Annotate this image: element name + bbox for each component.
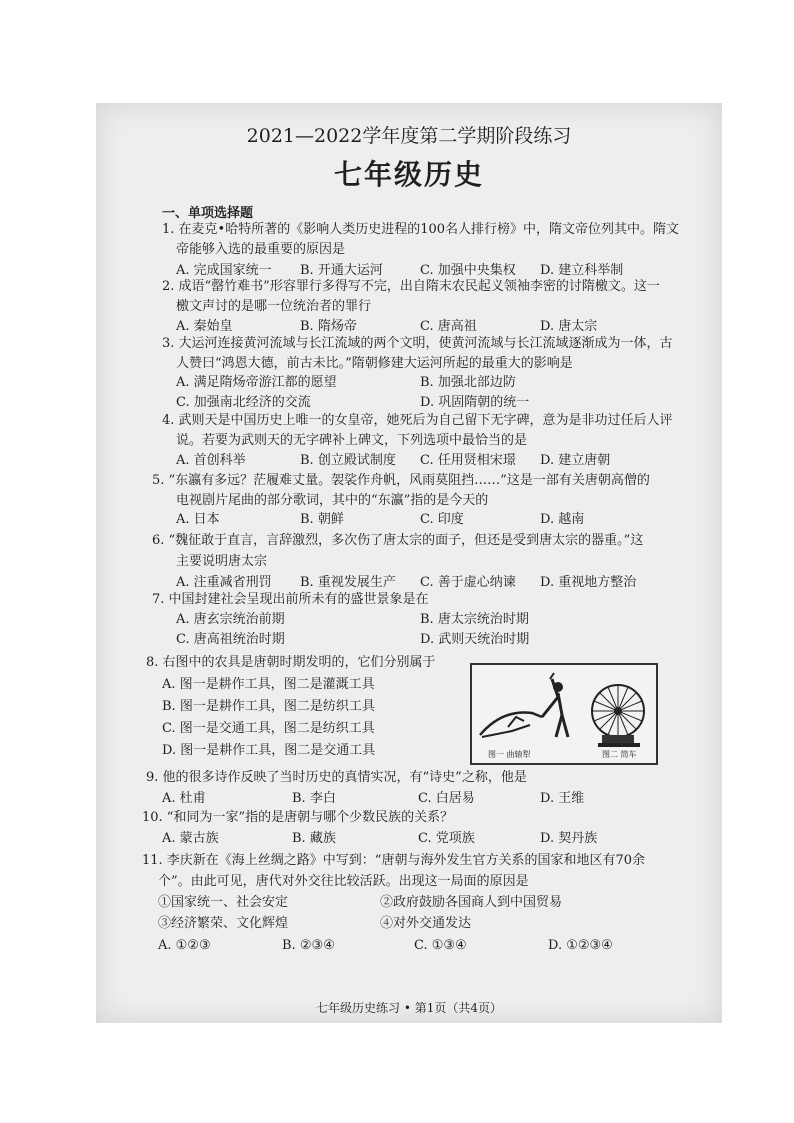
q9-option-a: A. 杜甫 bbox=[162, 791, 206, 806]
figure-2-caption: 图二 筒车 bbox=[602, 750, 637, 759]
question-7-line-1: 7. 中国封建社会呈现出前所未有的盛世景象是在 bbox=[152, 592, 429, 607]
q5-option-d: D. 越南 bbox=[540, 512, 585, 527]
q4-option-d: D. 建立唐朝 bbox=[540, 453, 611, 468]
question-11-line-2: 个”。由此可见，唐代对外交往比较活跃。出现这一局面的原因是 bbox=[158, 874, 529, 889]
q9-option-b: B. 李白 bbox=[292, 791, 336, 806]
q8-option-b: B. 图一是耕作工具，图二是纺织工具 bbox=[162, 699, 375, 714]
q5-option-c: C. 印度 bbox=[420, 512, 464, 527]
q6-option-a: A. 注重减省刑罚 bbox=[176, 575, 272, 590]
q3-option-a: A. 满足隋炀帝游江都的愿望 bbox=[176, 375, 337, 390]
question-2-line-1: 2. 成语“罄竹难书”形容罪行多得写不完，出自隋末农民起义领袖李密的讨隋檄文。这一 bbox=[162, 279, 660, 294]
q3-option-c: C. 加强南北经济的交流 bbox=[176, 395, 311, 410]
q11-option-c: C. ①③④ bbox=[414, 938, 467, 953]
q6-option-c: C. 善于虚心纳谏 bbox=[420, 575, 516, 590]
q2-option-c: C. 唐高祖 bbox=[420, 319, 477, 334]
q9-option-d: D. 王维 bbox=[540, 791, 585, 806]
q11-statement-1: ①国家统一、社会安定 bbox=[158, 895, 289, 910]
question-1-line-2: 帝能够入选的最重要的原因是 bbox=[176, 242, 346, 257]
q11-statement-2: ②政府鼓励各国商人到中国贸易 bbox=[380, 895, 563, 910]
question-4-line-1: 4. 武则天是中国历史上唯一的女皇帝，她死后为自己留下无字碑，意为是非功过任后人评 bbox=[162, 413, 673, 428]
question-5-line-2: 电视剧片尾曲的部分歌词，其中的“东瀛”指的是今天的 bbox=[176, 493, 489, 508]
q10-option-a: A. 蒙古族 bbox=[162, 831, 219, 846]
exam-term-header: 2021—2022学年度第二学期阶段练习 bbox=[246, 125, 572, 147]
section-title: 一、单项选择题 bbox=[162, 206, 254, 221]
question-1-line-1: 1. 在麦克•哈特所著的《影响人类历史进程的100名人排行榜》中，隋文帝位列其中。隋文 bbox=[162, 222, 680, 237]
question-5-line-1: 5. “东瀛有多远？茫履难丈量。袈裟作舟帆，风雨莫阻挡……”这是一部有关唐朝高僧的 bbox=[152, 473, 650, 488]
q5-option-b: B. 朝鲜 bbox=[300, 512, 344, 527]
q7-option-d: D. 武则天统治时期 bbox=[420, 632, 530, 647]
question-3-line-1: 3. 大运河连接黄河流域与长江流域的两个文明，使黄河流域与长江流域逐渐成为一体，古 bbox=[162, 336, 673, 351]
q1-option-b: B. 开通大运河 bbox=[300, 263, 383, 278]
farm-tools-figure bbox=[470, 663, 658, 765]
q11-option-a: A. ①②③ bbox=[158, 938, 211, 953]
question-9-line-1: 9. 他的很多诗作反映了当时历史的真情实况，有“诗史”之称，他是 bbox=[146, 770, 527, 785]
q8-option-c: C. 图一是交通工具，图二是纺织工具 bbox=[162, 721, 375, 736]
page-footer: 七年级历史练习 • 第1页（共4页） bbox=[316, 1001, 502, 1015]
q7-option-a: A. 唐玄宗统治前期 bbox=[176, 612, 285, 627]
q2-option-d: D. 唐太宗 bbox=[540, 319, 598, 334]
q1-option-a: A. 完成国家统一 bbox=[176, 263, 272, 278]
q10-option-d: D. 契丹族 bbox=[540, 831, 598, 846]
question-3-line-2: 人赞曰“鸿恩大德，前古未比。”隋朝修建大运河所起的最重大的影响是 bbox=[176, 356, 573, 371]
exam-page bbox=[96, 103, 722, 1023]
q11-option-d: D. ①②③④ bbox=[548, 938, 613, 953]
q7-option-b: B. 唐太宗统治时期 bbox=[420, 612, 529, 627]
q5-option-a: A. 日本 bbox=[176, 512, 220, 527]
question-10-line-1: 10. “和同为一家”指的是唐朝与哪个少数民族的关系？ bbox=[142, 810, 454, 825]
q6-option-d: D. 重视地方整治 bbox=[540, 575, 637, 590]
q11-statement-4: ④对外交通发达 bbox=[380, 916, 472, 931]
question-8-line-1: 8. 右图中的农具是唐朝时期发明的，它们分别属于 bbox=[146, 655, 436, 670]
q1-option-d: D. 建立科举制 bbox=[540, 263, 624, 278]
figure-1-caption: 图一 曲辕犁 bbox=[488, 750, 531, 759]
q8-option-a: A. 图一是耕作工具，图二是灌溉工具 bbox=[162, 677, 375, 692]
question-4-line-2: 说。若要为武则天的无字碑补上碑文，下列选项中最恰当的是 bbox=[176, 433, 528, 448]
q1-option-c: C. 加强中央集权 bbox=[420, 263, 516, 278]
q8-option-d: D. 图一是耕作工具，图二是交通工具 bbox=[162, 743, 376, 758]
q11-option-b: B. ②③④ bbox=[282, 938, 335, 953]
question-2-line-2: 檄文声讨的是哪一位统治者的罪行 bbox=[176, 299, 372, 314]
q2-option-a: A. 秦始皇 bbox=[176, 319, 233, 334]
q7-option-c: C. 唐高祖统治时期 bbox=[176, 632, 285, 647]
exam-subject-title: 七年级历史 bbox=[333, 158, 484, 191]
q2-option-b: B. 隋炀帝 bbox=[300, 319, 357, 334]
q6-option-b: B. 重视发展生产 bbox=[300, 575, 396, 590]
q3-option-d: D. 巩固隋朝的统一 bbox=[420, 395, 530, 410]
q10-option-c: C. 党项族 bbox=[418, 831, 475, 846]
q11-statement-3: ③经济繁荣、文化辉煌 bbox=[158, 916, 289, 931]
question-11-line-1: 11. 李庆新在《海上丝绸之路》中写到：“唐朝与海外发生官方关系的国家和地区有70余 bbox=[142, 853, 645, 868]
q4-option-c: C. 任用贤相宋璟 bbox=[420, 453, 516, 468]
q4-option-b: B. 创立殿试制度 bbox=[300, 453, 396, 468]
q4-option-a: A. 首创科举 bbox=[176, 453, 246, 468]
q10-option-b: B. 藏族 bbox=[292, 831, 336, 846]
question-6-line-1: 6. “魏征敢于直言，言辞激烈，多次伤了唐太宗的面子，但还是受到唐太宗的器重。”这 bbox=[152, 533, 644, 548]
question-6-line-2: 主要说明唐太宗 bbox=[176, 554, 268, 569]
q9-option-c: C. 白居易 bbox=[418, 791, 475, 806]
q3-option-b: B. 加强北部边防 bbox=[420, 375, 516, 390]
